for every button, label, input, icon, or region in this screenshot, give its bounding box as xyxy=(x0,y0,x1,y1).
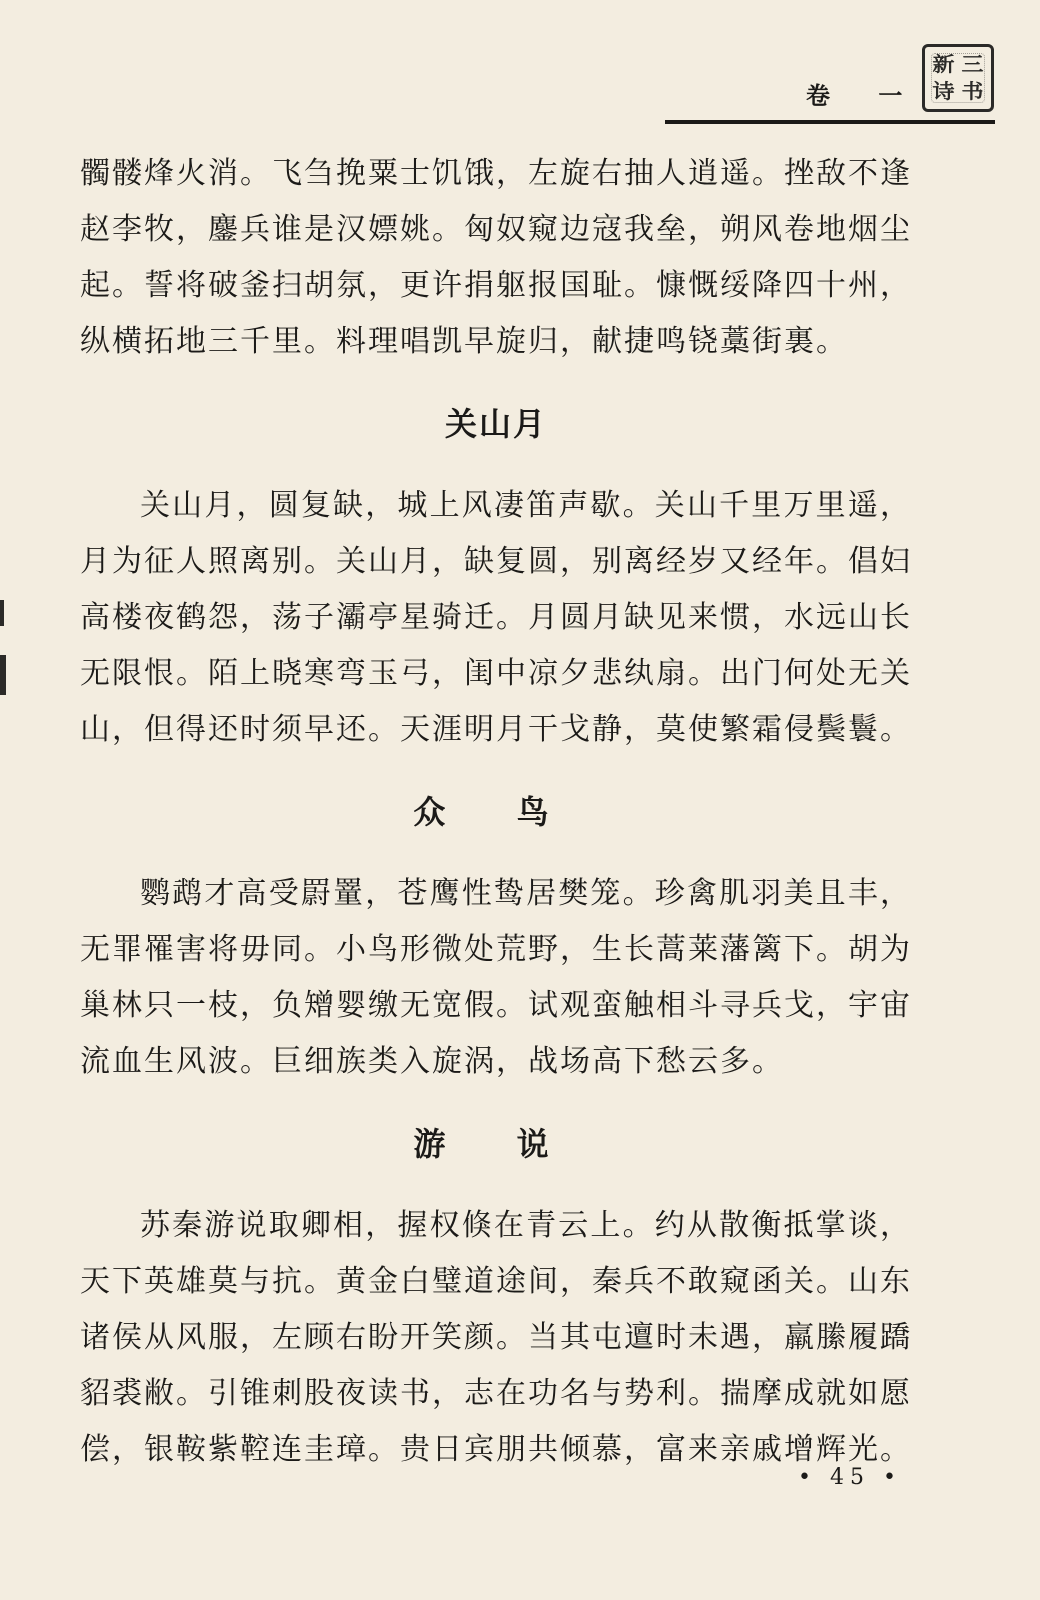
poem-title: 游 说 xyxy=(413,1125,579,1163)
poem-title: 众 鸟 xyxy=(413,793,579,831)
seal-glyph: 书 xyxy=(961,79,984,104)
poem-guanshanyue xyxy=(80,400,912,758)
binding-mark xyxy=(0,600,4,626)
poem-paragraph: 髑髅烽火消。飞刍挽粟士饥饿，左旋右抽人逍遥。挫敌不逢赵李牧，鏖兵谁是汉嫖姚。匈奴窥边寇我垒，朔风卷地烟尘起。誓将破釜扫胡氛，更许捐躯报国耻。慷慨绥降四十州，纵横拓地三千里。料理唱凯早旋归，献捷鸣铙藁街裏。 xyxy=(80,156,912,359)
seal-glyph: 新 xyxy=(932,52,955,77)
poem-paragraph: 关山月，圆复缺，城上风凄笛声歇。关山千里万里遥，月为征人照离别。关山月，缺复圆，别离经岁又经年。倡妇高楼夜鹤怨，荡子灞亭星骑迁。月圆月缺见来惯，水远山长无限恨。陌上晓寒弯玉弓，闺中凉夕悲纨扇。出门何处无关山，但得还时须早还。天涯明月干戈静，莫使繁霜侵鬓鬟。 xyxy=(80,488,912,747)
running-head: 卷 一 xyxy=(806,81,923,110)
poem-paragraph: 鹦鹉才高受罻罿，苍鹰性鸷居樊笼。珍禽肌羽美且丰，无罪罹害将毋同。小鸟形微处荒野，生长蒿莱藩篱下。胡为巢林只一枝，负矰婴缴无宽假。试观蛮触相斗寻兵戈，宇宙流血生风波。巨细族类入旋涡，战场高下愁云多。 xyxy=(80,876,912,1079)
poem-continuation xyxy=(80,146,912,370)
poem-zhongniao xyxy=(80,788,912,1090)
seal-glyph: 三 xyxy=(961,52,984,77)
seal-stamp xyxy=(922,44,994,112)
poem-paragraph: 苏秦游说取卿相，握权倏在青云上。约从散衡抵掌谈，天下英雄莫与抗。黄金白璧道途间，秦兵不敢窥函关。山东诸侯从风服，左顾右盼开笑颜。当其屯邅时未遇，羸縢履蹻貂裘敝。引锥刺股夜读书，志在功名与势利。揣摩成就如愿偿，银鞍紫鞚连圭璋。贵日宾朋共倾慕，富来亲戚增辉光。 xyxy=(80,1208,912,1467)
poem-youshuo xyxy=(80,1120,912,1478)
binding-mark xyxy=(0,655,6,695)
page-content xyxy=(80,146,912,1478)
page-number: • 45 • xyxy=(798,1465,902,1490)
header-rule xyxy=(665,120,995,124)
seal-glyph: 诗 xyxy=(932,79,955,104)
poem-title: 关山月 xyxy=(444,405,547,443)
